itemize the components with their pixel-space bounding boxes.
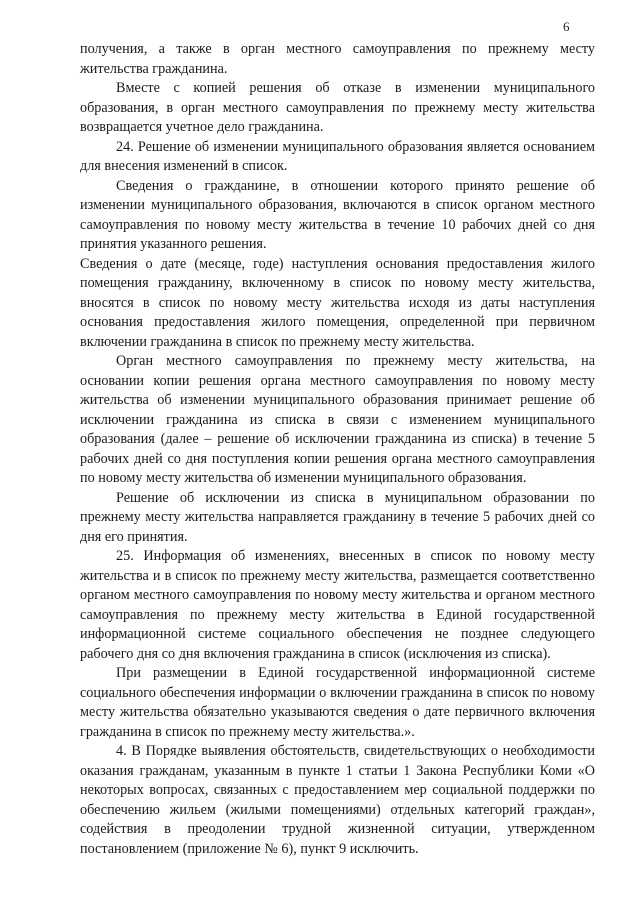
- document-body: [80, 40, 595, 859]
- paragraph: Сведения о дате (месяце, годе) наступления основания предоставления жилого помещения гражданину, включенному в список по новому месту жительства, вносятся в список по новому месту жительства исходя из даты наступления основания предоставления жилого помещения, определенной при первичном включении гражданина в список по прежнему месту жительства.: [80, 255, 595, 350]
- page-number: 6: [563, 19, 570, 34]
- paragraph: Решение об исключении из списка в муниципальном образовании по прежнему месту жительства направляется гражданину в течение 5 рабочих дней со дня его принятия.: [80, 489, 595, 545]
- paragraph: 25. Информация об изменениях, внесенных в список по новому месту жительства и в список по прежнему месту жительства, размещается соответственно органом местного самоуправления по новому месту жительства и органом местного самоуправления по прежнему месту жительства в Единой государственной информационной системе социального обеспечения не позднее следующего рабочего дня со дня включения гражданина в список (исключения из списка).: [80, 548, 595, 662]
- paragraph: Сведения о гражданине, в отношении которого принято решение об изменении муниципального образования, включаются в список органом местного самоуправления по новому месту жительства в течение 10 рабочих дней со дня принятия указанного решения.: [80, 177, 595, 252]
- paragraph: Вместе с копией решения об отказе в изменении муниципального образования, в орган местного самоуправления по прежнему месту жительства возвращается учетное дело гражданина.: [80, 80, 595, 135]
- paragraph: Орган местного самоуправления по прежнему месту жительства, на основании копии решения органа местного самоуправления по новому месту жительства об изменении муниципального образования принимает решение об исключении гражданина из списка в связи с изменением муниципального образования (далее – решение об исключении гражданина из списка) в течение 5 рабочих дней со дня поступления копии решения органа местного самоуправления по новому месту жительства об изменении муниципального образования.: [80, 353, 595, 486]
- paragraph: 24. Решение об изменении муниципального образования является основанием для внесения изменений в список.: [80, 138, 595, 174]
- paragraph: 4. В Порядке выявления обстоятельств, свидетельствующих о необходимости оказания гражданам, указанным в пункте 1 статьи 1 Закона Республики Коми «О некоторых вопросах, связанных с предоставлением мер социальной поддержки по обеспечению жильем (жилыми помещениями) отдельных категорий граждан», содействия в преодолении трудной жизненной ситуации, утвержденном постановлением (приложение № 6), пункт 9 исключить.: [80, 743, 595, 857]
- paragraph: получения, а также в орган местного самоуправления по прежнему месту жительства гражданина.: [80, 41, 595, 77]
- paragraph: При размещении в Единой государственной информационной системе социального обеспечения информации о включении гражданина в список по новому месту жительства обязательно указываются сведения о дате первичного включения гражданина в список по прежнему месту жительства.».: [80, 665, 595, 740]
